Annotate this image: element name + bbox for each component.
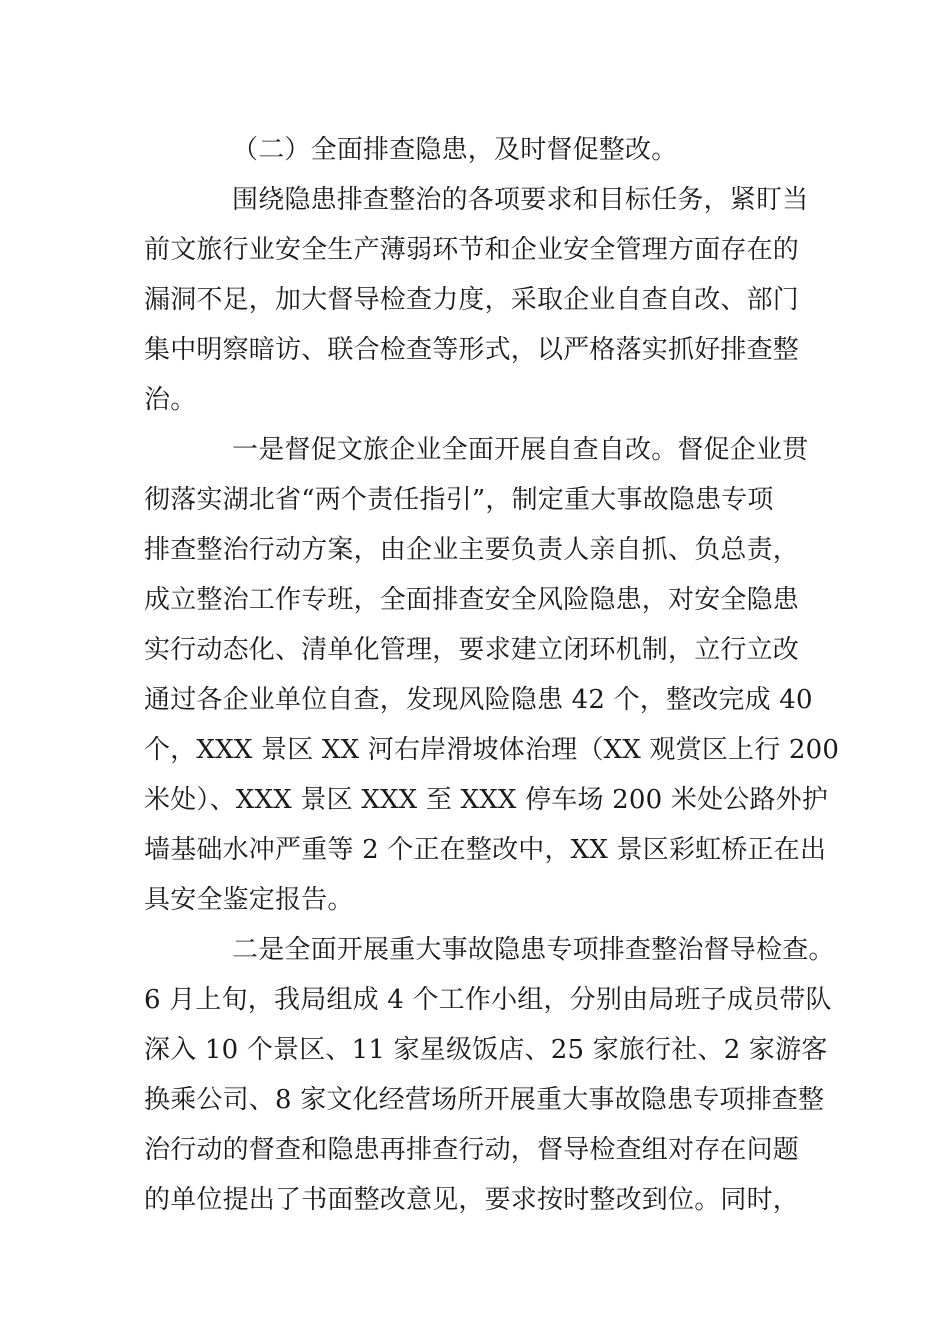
- paragraph-line: 通过各企业单位自查，发现风险隐患 42 个，整改完成 40: [144, 685, 813, 715]
- paragraph-line: 具安全鉴定报告。: [144, 885, 354, 915]
- paragraph-line: 漏洞不足，加大督导检查力度，采取企业自查自改、部门: [144, 285, 800, 315]
- paragraph-line: 成立整治工作专班，全面排查安全风险隐患，对安全隐患: [144, 585, 800, 615]
- paragraph-line: 墙基础水冲严重等 2 个正在整改中，XX 景区彩虹桥正在出: [144, 835, 827, 865]
- paragraph-line: 治行动的督查和隐患再排查行动，督导检查组对存在问题: [144, 1135, 800, 1165]
- paragraph-line: 个，XXX 景区 XX 河右岸滑坡体治理（XX 观赏区上行 200: [144, 735, 840, 765]
- paragraph-line: 深入 10 个景区、11 家星级饭店、25 家旅行社、2 家游客: [144, 1035, 828, 1065]
- paragraph-line: 彻落实湖北省“两个责任指引”，制定重大事故隐患专项: [144, 485, 774, 515]
- paragraph-line: 米处）、XXX 景区 XXX 至 XXX 停车场 200 米处公路外护: [144, 785, 829, 815]
- paragraph-line: 的单位提出了书面整改意见，要求按时整改到位。同时，: [144, 1185, 800, 1215]
- paragraph-line: 一是督促文旅企业全面开展自查自改。督促企业贯: [232, 435, 809, 465]
- paragraph-line: 6 月上旬，我局组成 4 个工作小组，分别由局班子成员带队: [144, 985, 832, 1015]
- paragraph-line: 前文旅行业安全生产薄弱环节和企业安全管理方面存在的: [144, 235, 800, 265]
- paragraph-line: 围绕隐患排查整治的各项要求和目标任务，紧盯当: [232, 185, 809, 215]
- paragraph-line: 集中明察暗访、联合检查等形式，以严格落实抓好排查整: [144, 335, 800, 365]
- paragraph-line: 实行动态化、清单化管理，要求建立闭环机制，立行立改: [144, 635, 800, 665]
- paragraph-line: 治。: [144, 385, 197, 415]
- paragraph-line: 排查整治行动方案，由企业主要负责人亲自抓、负总责，: [144, 535, 800, 565]
- paragraph-line: 二是全面开展重大事故隐患专项排查整治督导检查。: [232, 935, 835, 965]
- section-heading: （二）全面排查隐患，及时督促整改。: [232, 135, 678, 165]
- paragraph-line: 换乘公司、8 家文化经营场所开展重大事故隐患专项排查整: [144, 1085, 825, 1115]
